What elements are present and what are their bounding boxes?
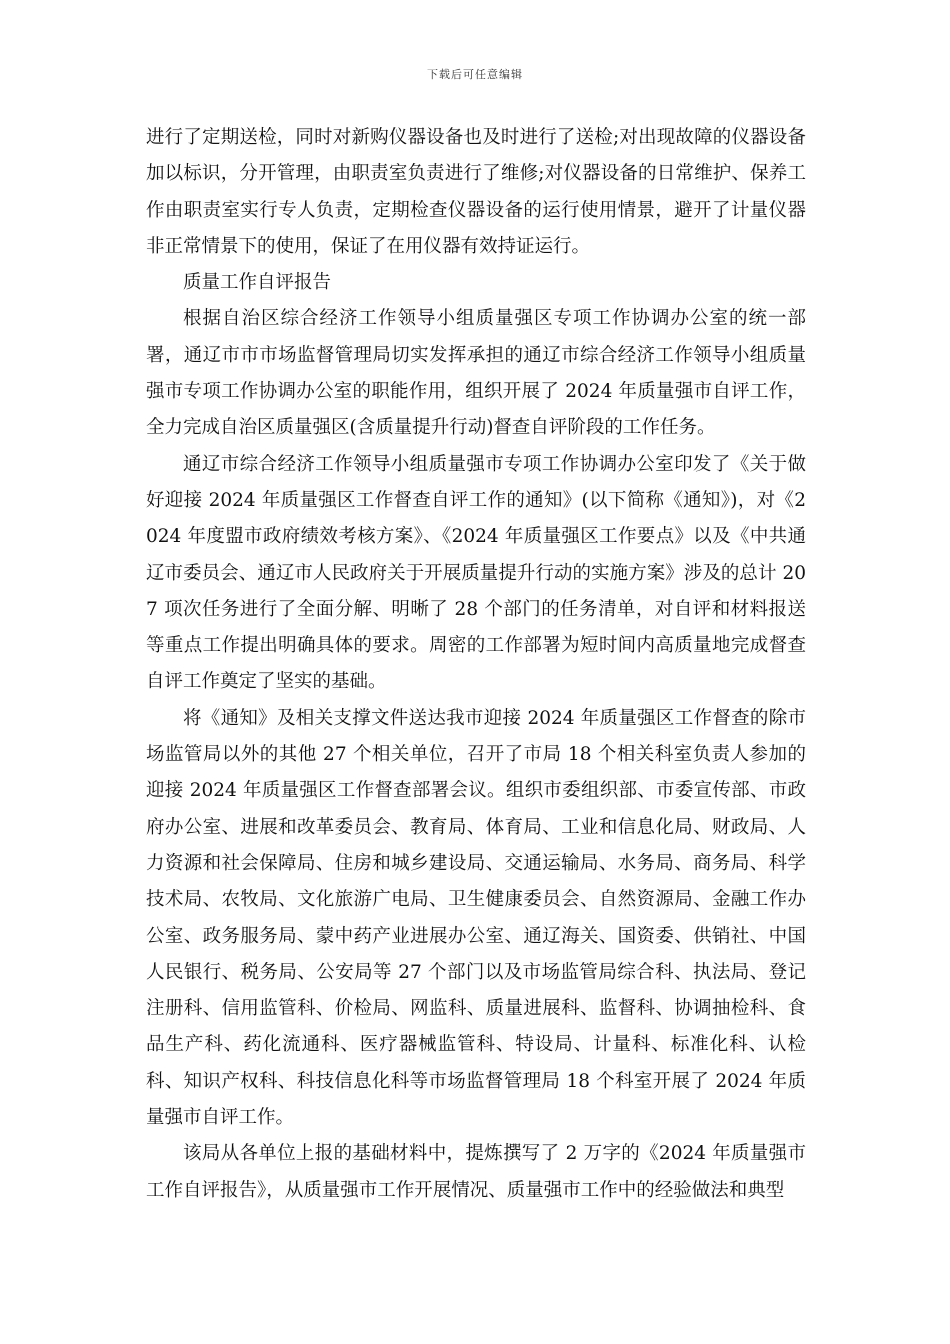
paragraph-intro: 根据自治区综合经济工作领导小组质量强区专项工作协调办公室的统一部署，通辽市市市场监督管理局切实发挥承担的通辽市综合经济工作领导小组质量强市专项工作协调办公室的职能作用，组织开展了 2024 年质量强市自评工作，全力完成自治区质量强区(含质量提升行动)督查自评阶段的工作任务。 <box>146 308 806 439</box>
paragraph-report: 该局从各单位上报的基础材料中，提炼撰写了 2 万字的《2024 年质量强市工作自评报告》，从质量强市工作开展情况、质量强市工作中的经验做法和典型 <box>146 1143 806 1201</box>
document-body <box>146 120 806 1209</box>
paragraph-units: 将《通知》及相关支撑文件送达我市迎接 2024 年质量强区工作督查的除市场监管局以外的其他 27 个相关单位，召开了市局 18 个相关科室负责人参加的迎接 2024 年质量强区工作督查部署会议。组织市委组织部、市委宣传部、市政府办公室、进展和改革委员会、教育局、体育局、工业和信息化局、财政局、人力资源和社会保障局、住房和城乡建设局、交通运输局、水务局、商务局、科学技术局、农牧局、文化旅游广电局、卫生健康委员会、自然资源局、金融工作办公室、政务服务局、蒙中药产业进展办公室、通辽海关、国资委、供销社、中国人民银行、税务局、公安局等 27 个部门以及市场监管局综合科、执法局、登记注册科、信用监管科、价检局、网监科、质量进展科、监督科、协调抽检科、食品生产科、药化流通科、医疗器械监管科、特设局、计量科、标准化科、认检科、知识产权科、科技信息化科等市场监督管理局 18 个科室开展了 2024 年质量强市自评工作。 <box>146 707 806 1129</box>
page-header: 下载后可任意编辑 <box>427 68 523 81</box>
paragraph-notice: 通辽市综合经济工作领导小组质量强市专项工作协调办公室印发了《关于做好迎接 2024 年质量强区工作督查自评工作的通知》(以下简称《通知》)，对《2024 年度盟市政府绩效考核方案》、《2024 年质量强区工作要点》以及《中共通辽市委员会、通辽市人民政府关于开展质量提升行动的实施方案》涉及的总计 207 项次任务进行了全面分解、明晰了 28 个部门的任务清单，对自评和材料报送等重点工作提出明确具体的要求。周密的工作部署为短时间内高质量地完成督查自评工作奠定了坚实的基础。 <box>146 453 806 693</box>
section-heading: 质量工作自评报告 <box>183 272 332 294</box>
paragraph-continuation: 进行了定期送检，同时对新购仪器设备也及时进行了送检;对出现故障的仪器设备加以标识，分开管理，由职责室负责进行了维修;对仪器设备的日常维护、保养工作由职责室实行专人负责，定期检查仪器设备的运行使用情景，避开了计量仪器非正常情景下的使用，保证了在用仪器有效持证运行。 <box>146 127 806 257</box>
